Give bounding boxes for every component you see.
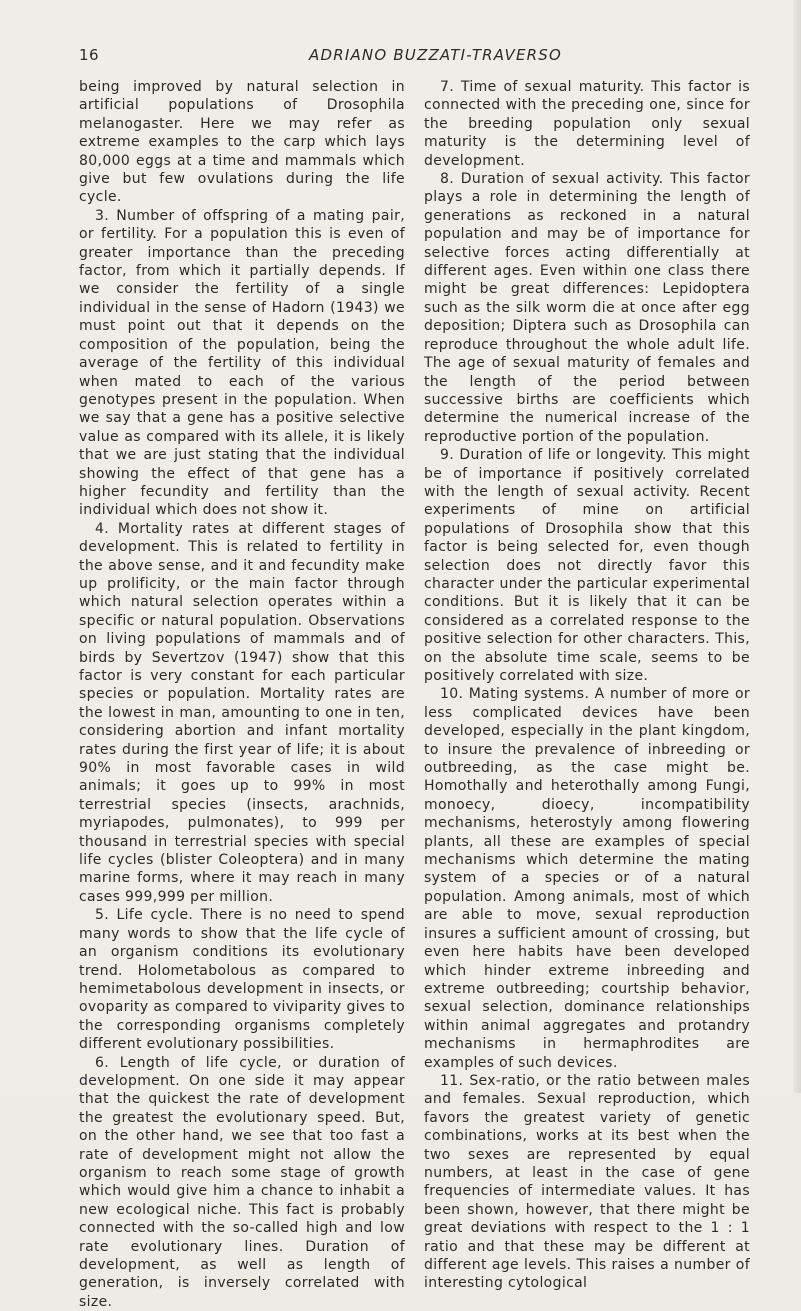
- right-column: [424, 78, 750, 1293]
- paragraph: 5. Life cycle. There is no need to spend many words to show that the life cycle of an organism conditions its evolutionary trend. Holometabolous as compared to hemimetabolous development in insects, or ovoparity as compared to viviparity gives to the corresponding organisms completely different evolutionary possibilities.: [79, 907, 405, 1053]
- paragraph: 7. Time of sexual maturity. This factor is connected with the preceding one, since for the breeding population only sexual maturity is the determining level of development.: [424, 79, 750, 169]
- running-head: ADRIANO BUZZATI-TRAVERSO: [309, 46, 563, 64]
- paragraph: being improved by natural selection in artificial populations of Drosophila melanogaster. Here we may refer as extreme examples to the carp which lays 80,000 eggs at a time and mammals which give but few ovulations during the life cycle.: [79, 79, 405, 206]
- left-column: [79, 78, 405, 1311]
- page-number: 16: [79, 46, 100, 64]
- paragraph: 10. Mating systems. A number of more or less complicated devices have been developed, especially in the plant kingdom, to insure the prevalence of inbreeding or outbreeding, as the case might be. Homothally and heterothally among Fungi, monoecy, dioecy, incompatibility mechanisms, heterostyly among flowering plants, all these are examples of special mechanisms which determine the mating system of a species or of a natural population. Among animals, most of which are able to move, sexual reproduction insures a sufficient amount of crossing, but even here habits have been developed which hinder extreme inbreeding and extreme outbreeding; courtship behavior, sexual selection, dominance relationships within animal aggregates and protandry mechanisms in hermaphrodites are examples of such devices.: [424, 686, 750, 1071]
- paragraph: 8. Duration of sexual activity. This factor plays a role in determining the length of generations as reckoned in a natural population and may be of importance for selective forces acting differentially at different ages. Even within one class there might be great differences: Lepidoptera such as the silk worm die at once after egg deposition; Diptera such as Drosophila can reproduce throughout the whole adult life. The age of sexual maturity of females and the length of the period between successive births are coefficients which determine the numerical increase of the reproductive portion of the population.: [424, 171, 750, 445]
- paragraph: 9. Duration of life or longevity. This might be of importance if positively correlated with the length of sexual activity. Recent experiments of mine on artificial populations of Drosophila show that this factor is being selected for, even though selection does not directly favor this character under the particular experimental conditions. But it is likely that it can be considered as a correlated response to the positive selection for other characters. This, on the absolute time scale, seems to be positively correlated with size.: [424, 447, 750, 684]
- page-edge-shadow: [793, 0, 801, 1093]
- paragraph: 4. Mortality rates at different stages of development. This is related to fertility in the above sense, and it and fecundity make up prolificity, or the main factor through which natural selection operates within a specific or natural population. Observations on living populations of mammals and of birds by Severtzov (1947) show that this factor is very constant for each particular species or population. Mortality rates are the lowest in man, amounting to one in ten, considering abortion and infant mortality rates during the first year of life; it is about 90% in most favorable cases in wild animals; it goes up to 99% in most terrestrial species (insects, arachnids, myriapodes, pulmonates), to 999 per thousand in terrestrial species with special life cycles (blister Coleoptera) and in many marine forms, where it may reach in many cases 999,999 per million.: [79, 520, 405, 905]
- page-header: [79, 40, 759, 70]
- paragraph: 11. Sex-ratio, or the ratio between males and females. Sexual reproduction, which favors the greatest variety of genetic combinations, works at its best when the two sexes are represented by equal numbers, at least in the case of gene frequencies of intermediate values. It has been shown, however, that there might be great deviations with respect to the 1 : 1 ratio and that these may be different at different age levels. This raises a number of interesting cytological: [424, 1072, 750, 1292]
- paragraph: 3. Number of offspring of a mating pair, or fertility. For a population this is even of greater importance than the preceding factor, from which it partially depends. If we consider the fertility of a single individual in the sense of Hadorn (1943) we must point out that it depends on the composition of the population, being the average of the fertility of this individual when mated to each of the various genotypes present in the population. When we say that a gene has a positive selective value as compared with its allele, it is likely that we are just stating that the individual showing the effect of that gene has a higher fecundity and fertility than the individual which does not show it.: [79, 207, 405, 519]
- paragraph: 6. Length of life cycle, or duration of development. On one side it may appear that the quickest the rate of development the greatest the evolutionary speed. But, on the other hand, we see that too fast a rate of development might not allow the organism to reach some stage of growth which would give him a chance to inhabit a new ecological niche. This fact is probably connected with the so-called high and low rate evolutionary lines. Duration of development, as well as length of generation, is inversely correlated with size.: [79, 1054, 405, 1310]
